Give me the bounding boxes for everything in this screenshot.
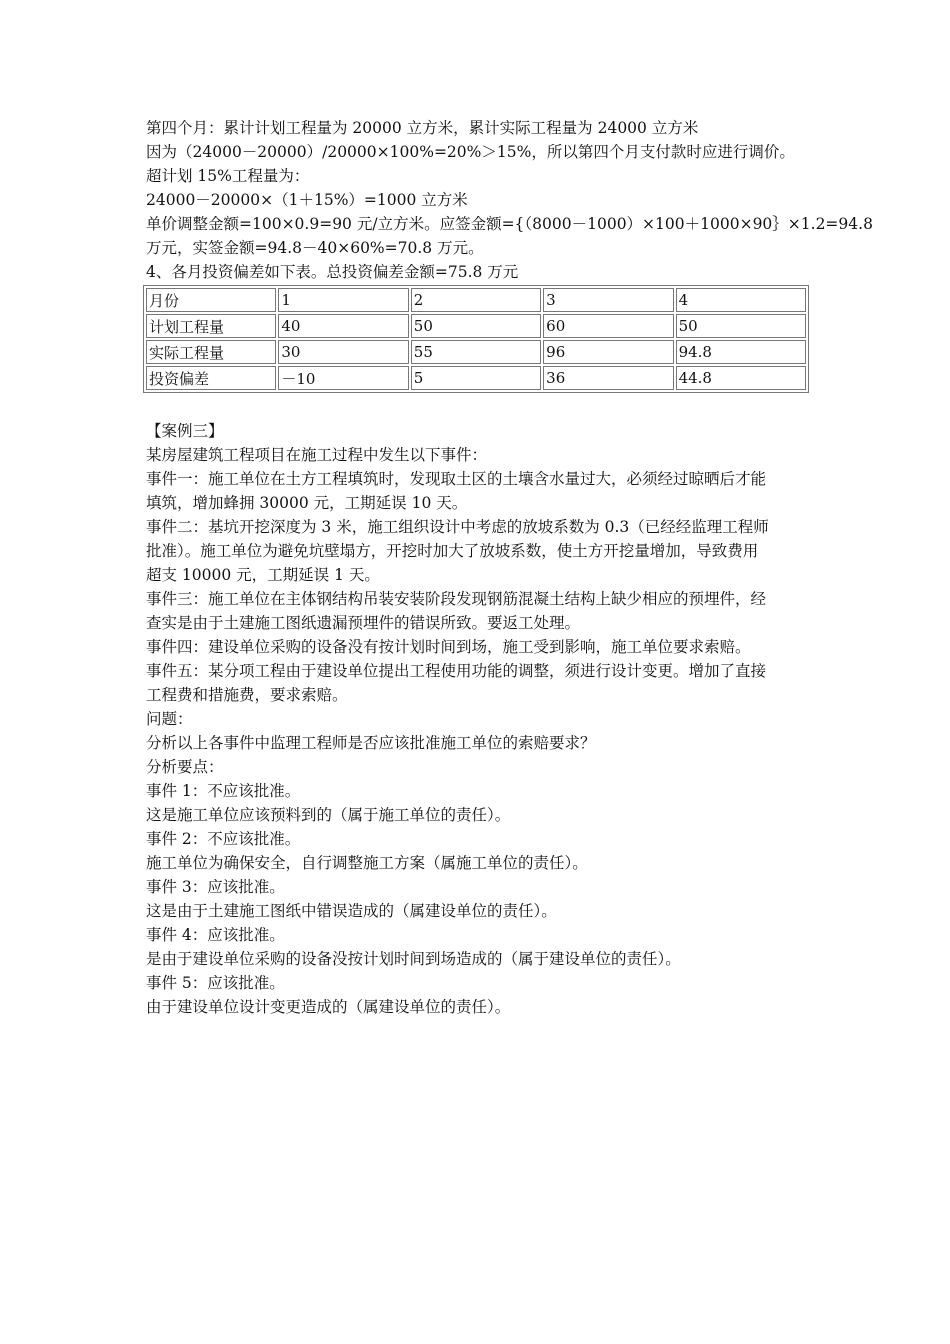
calc-line-3: 超计划 15%工程量为： bbox=[146, 167, 310, 185]
answer-5-reason: 由于建设单位设计变更造成的（属建设单位的责任）。 bbox=[146, 998, 511, 1016]
answer-4: 事件 4：应该批准。 bbox=[146, 926, 285, 944]
answer-2: 事件 2：不应该批准。 bbox=[146, 830, 301, 848]
table-row bbox=[146, 288, 806, 312]
answer-3-reason: 这是由于土建施工图纸中错误造成的（属建设单位的责任）。 bbox=[146, 902, 557, 920]
event-2-line-b: 批准）。施工单位为避免坑壁塌方，开挖时加大了放坡系数，使土方开挖量增加，导致费用 bbox=[146, 542, 759, 560]
calc-line-4: 24000－20000×（1＋15%）=1000 立方米 bbox=[146, 191, 468, 209]
question-text: 分析以上各事件中监理工程师是否应该批准施工单位的索赔要求？ bbox=[146, 734, 596, 752]
table-row bbox=[146, 314, 806, 338]
table-cell: －10 bbox=[278, 366, 408, 390]
table-cell: 实际工程量 bbox=[146, 340, 276, 364]
table-cell: 4 bbox=[676, 288, 806, 312]
table-cell: 5 bbox=[411, 366, 541, 390]
event-2-line-a: 事件二：基坑开挖深度为 3 米，施工组织设计中考虑的放坡系数为 0.3（已经经监理工程师 bbox=[146, 518, 769, 536]
event-5-line-b: 工程费和措施费，要求索赔。 bbox=[146, 686, 348, 704]
table-cell: 60 bbox=[543, 314, 673, 338]
event-3-line-a: 事件三：施工单位在主体钢结构吊装安装阶段发现钢筋混凝土结构上缺少相应的预埋件，经 bbox=[146, 590, 767, 608]
case3-heading: 【案例三】 bbox=[146, 422, 224, 440]
table-cell: 30 bbox=[278, 340, 408, 364]
table-cell: 94.8 bbox=[676, 340, 806, 364]
table-cell: 月份 bbox=[146, 288, 276, 312]
calc-line-6: 万元，实签金额=94.8－40×60%=70.8 万元。 bbox=[146, 239, 484, 257]
table-cell: 55 bbox=[411, 340, 541, 364]
question-label: 问题： bbox=[146, 710, 193, 728]
investment-deviation-table bbox=[143, 285, 809, 393]
calc-line-5: 单价调整金额=100×0.9=90 元/立方米。应签金额={（8000－1000）×100＋1000×90｝×1.2=94.8 bbox=[146, 215, 873, 233]
table-cell: 计划工程量 bbox=[146, 314, 276, 338]
table-cell: 3 bbox=[543, 288, 673, 312]
analysis-label: 分析要点： bbox=[146, 758, 224, 776]
case3-intro: 某房屋建筑工程项目在施工过程中发生以下事件： bbox=[146, 446, 488, 464]
calc-line-7: 4、各月投资偏差如下表。总投资偏差金额=75.8 万元 bbox=[146, 263, 519, 281]
calc-line-1: 第四个月：累计计划工程量为 20000 立方米，累计实际工程量为 24000 立方米 bbox=[146, 119, 699, 137]
table-cell: 40 bbox=[278, 314, 408, 338]
table-cell: 1 bbox=[278, 288, 408, 312]
answer-3: 事件 3：应该批准。 bbox=[146, 878, 285, 896]
table-cell: 投资偏差 bbox=[146, 366, 276, 390]
event-1-line-a: 事件一：施工单位在土方工程填筑时，发现取土区的土壤含水量过大，必须经过晾晒后才能 bbox=[146, 470, 767, 488]
answer-4-reason: 是由于建设单位采购的设备没按计划时间到场造成的（属于建设单位的责任）。 bbox=[146, 950, 681, 968]
table-row bbox=[146, 366, 806, 390]
table-cell: 50 bbox=[411, 314, 541, 338]
event-2-line-c: 超支 10000 元，工期延误 1 天。 bbox=[146, 566, 380, 584]
event-5-line-a: 事件五：某分项工程由于建设单位提出工程使用功能的调整，须进行设计变更。增加了直接 bbox=[146, 662, 767, 680]
answer-1-reason: 这是施工单位应该预料到的（属于施工单位的责任）。 bbox=[146, 806, 511, 824]
table-cell: 44.8 bbox=[676, 366, 806, 390]
answer-1: 事件 1：不应该批准。 bbox=[146, 782, 301, 800]
answer-5: 事件 5：应该批准。 bbox=[146, 974, 285, 992]
table-row bbox=[146, 340, 806, 364]
event-4-line: 事件四：建设单位采购的设备没有按计划时间到场，施工受到影响，施工单位要求索赔。 bbox=[146, 638, 751, 656]
document-page bbox=[146, 116, 873, 1019]
event-1-line-b: 填筑，增加蜂拥 30000 元，工期延误 10 天。 bbox=[146, 494, 468, 512]
event-3-line-b: 查实是由于土建施工图纸遗漏预埋件的错误所致。要返工处理。 bbox=[146, 614, 581, 632]
answer-2-reason: 施工单位为确保安全，自行调整施工方案（属施工单位的责任）。 bbox=[146, 854, 588, 872]
table-cell: 36 bbox=[543, 366, 673, 390]
table-cell: 50 bbox=[676, 314, 806, 338]
table-cell: 2 bbox=[411, 288, 541, 312]
table-cell: 96 bbox=[543, 340, 673, 364]
calc-line-2: 因为（24000－20000）/20000×100%=20%＞15%，所以第四个月支付款时应进行调价。 bbox=[146, 143, 795, 161]
